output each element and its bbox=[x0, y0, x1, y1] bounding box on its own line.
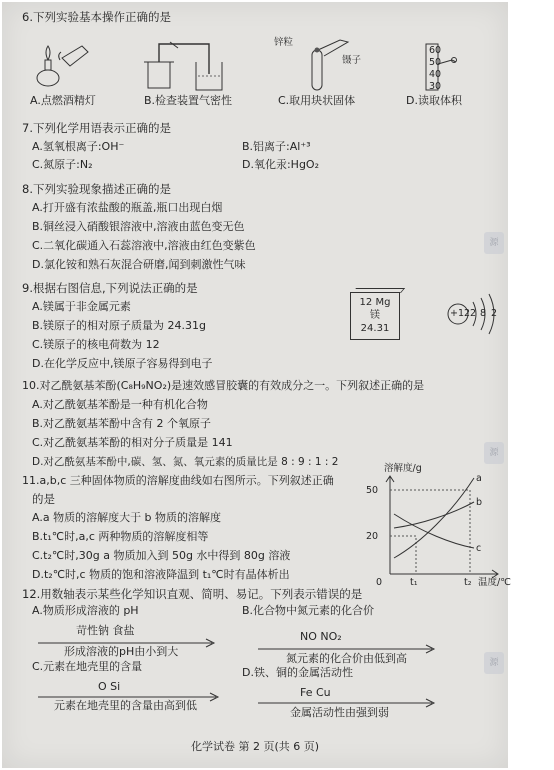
graph-origin: 0 bbox=[376, 577, 383, 588]
graph-ylabel: 溶解度/g bbox=[384, 463, 422, 474]
q11-stem-line1: 11.a,b,c 三种固体物质的溶解度曲线如右图所示。下列叙述正确 bbox=[22, 474, 334, 487]
airtightness-apparatus-illustration bbox=[140, 36, 230, 92]
watermark-badge: 源 bbox=[484, 442, 504, 464]
q9-option-a: A.镁属于非金属元素 bbox=[32, 300, 131, 313]
atom-shell-3: 2 bbox=[491, 308, 498, 319]
element-name: 镁 bbox=[370, 310, 380, 321]
q11-stem-line2: 的是 bbox=[32, 492, 55, 506]
q12-d-items: Fe Cu bbox=[300, 686, 331, 699]
graph-ytick-50: 50 bbox=[366, 485, 379, 496]
q10-stem: 10.对乙酰氨基苯酚(C₈H₉NO₂)是速效感冒胶囊的有效成分之一。下列叙述正确的是 bbox=[22, 379, 425, 392]
q7-option-b: B.铝离子:Al⁺³ bbox=[242, 140, 311, 153]
atom-shell-1: 2 bbox=[470, 308, 477, 319]
q8-option-d: D.氯化铵和熟石灰混合研磨,闻到刺激性气味 bbox=[32, 258, 246, 271]
page-footer: 化学试卷 第 2 页(共 6 页) bbox=[190, 740, 320, 753]
q9-option-c: C.镁原子的核电荷数为 12 bbox=[32, 338, 160, 351]
curve-label-c: c bbox=[476, 543, 482, 554]
q7-stem: 7.下列化学用语表示正确的是 bbox=[22, 121, 171, 135]
graph-xtick-t2: t₂ bbox=[464, 577, 472, 588]
q10-option-d: D.对乙酰氨基苯酚中,碳、氢、氮、氧元素的质量比是 8 : 9 : 1 : 2 bbox=[32, 456, 339, 468]
q12-d-title: D.铁、铜的金属活动性 bbox=[242, 666, 353, 679]
element-number-symbol: 12 Mg bbox=[359, 297, 391, 308]
q6-option-c: C.取用块状固体 bbox=[278, 94, 356, 107]
q10-option-b: B.对乙酰氨基苯酚中含有 2 个氧原子 bbox=[32, 417, 212, 430]
q7-option-d: D.氧化汞:HgO₂ bbox=[242, 158, 319, 171]
watermark-badge: 源 bbox=[484, 232, 504, 254]
q11-option-b: B.t₁℃时,a,c 两种物质的溶解度相等 bbox=[32, 530, 209, 543]
q6-option-d: D.读取体积 bbox=[406, 94, 462, 107]
atom-nucleus-charge: +12 bbox=[450, 308, 471, 319]
q11-option-d: D.t₂℃时,c 物质的饱和溶液降温到 t₁℃时有晶体析出 bbox=[32, 568, 290, 581]
exam-page bbox=[2, 2, 511, 768]
tweezers-label: 镊子 bbox=[342, 55, 362, 66]
graduated-cylinder-illustration bbox=[422, 44, 462, 92]
cylinder-tick-40: 40 bbox=[429, 69, 442, 80]
element-card-magnesium bbox=[350, 292, 400, 340]
graph-xtick-t1: t₁ bbox=[410, 577, 418, 588]
q12-c-items: O Si bbox=[98, 680, 121, 693]
q9-stem: 9.根据右图信息,下列说法正确的是 bbox=[22, 281, 198, 295]
q11-option-a: A.a 物质的溶解度大于 b 物质的溶解度 bbox=[32, 511, 222, 524]
q11-option-c: C.t₂℃时,30g a 物质加入到 50g 水中得到 80g 溶液 bbox=[32, 549, 291, 562]
q6-option-a: A.点燃酒精灯 bbox=[30, 94, 96, 107]
cylinder-tick-50: 50 bbox=[429, 57, 442, 68]
curve-b bbox=[394, 502, 474, 528]
q6-option-b: B.检查装置气密性 bbox=[144, 94, 233, 107]
q12-d-axis-label: 金属活动性由强到弱 bbox=[290, 706, 389, 719]
curve-label-a: a bbox=[476, 473, 482, 484]
q8-stem: 8.下列实验现象描述正确的是 bbox=[22, 182, 171, 196]
element-card-shadow bbox=[352, 288, 405, 293]
watermark-badge: 源 bbox=[484, 652, 504, 674]
element-mass: 24.31 bbox=[360, 323, 390, 334]
q9-option-d: D.在化学反应中,镁原子容易得到电子 bbox=[32, 357, 213, 370]
q8-option-b: B.铜丝浸入硝酸银溶液中,溶液由蓝色变无色 bbox=[32, 220, 245, 233]
q12-a-axis-label: 形成溶液的pH由小到大 bbox=[64, 645, 179, 658]
alcohol-lamp-illustration bbox=[32, 38, 92, 88]
zinc-label: 锌粒 bbox=[274, 37, 294, 48]
q12-c-axis-label: 元素在地壳里的含量由高到低 bbox=[54, 699, 197, 712]
graph-ytick-20: 20 bbox=[366, 531, 379, 542]
graph-xlabel: 温度/℃ bbox=[478, 577, 511, 588]
q8-option-c: C.二氧化碳通入石蕊溶液中,溶液由红色变紫色 bbox=[32, 239, 256, 252]
q10-option-c: C.对乙酰氨基苯酚的相对分子质量是 141 bbox=[32, 436, 233, 449]
q12-b-title: B.化合物中氮元素的化合价 bbox=[242, 604, 375, 617]
q7-option-a: A.氢氧根离子:OH⁻ bbox=[32, 140, 125, 153]
q8-option-a: A.打开盛有浓盐酸的瓶盖,瓶口出现白烟 bbox=[32, 201, 223, 214]
curve-label-b: b bbox=[476, 497, 483, 508]
cylinder-tick-60: 60 bbox=[429, 45, 442, 56]
q7-option-c: C.氮原子:N₂ bbox=[32, 158, 93, 171]
solubility-curve-graph bbox=[382, 472, 502, 582]
q12-b-items: NO NO₂ bbox=[300, 630, 342, 643]
test-tube-tweezers-illustration bbox=[302, 36, 362, 92]
q12-a-items: 苛性钠 食盐 bbox=[76, 624, 135, 637]
q12-b-axis-label: 氮元素的化合价由低到高 bbox=[286, 652, 407, 665]
q12-a-title: A.物质形成溶液的 pH bbox=[32, 604, 139, 617]
cylinder-tick-30: 30 bbox=[429, 81, 442, 92]
q12-stem: 12.用数轴表示某些化学知识直观、简明、易记。下列表示错误的是 bbox=[22, 587, 363, 601]
atom-shell-2: 8 bbox=[480, 308, 487, 319]
q10-option-a: A.对乙酰氨基苯酚是一种有机化合物 bbox=[32, 398, 208, 411]
q6-stem: 6.下列实验基本操作正确的是 bbox=[22, 10, 171, 24]
q9-option-b: B.镁原子的相对原子质量为 24.31g bbox=[32, 319, 207, 332]
q12-c-title: C.元素在地壳里的含量 bbox=[32, 660, 143, 673]
